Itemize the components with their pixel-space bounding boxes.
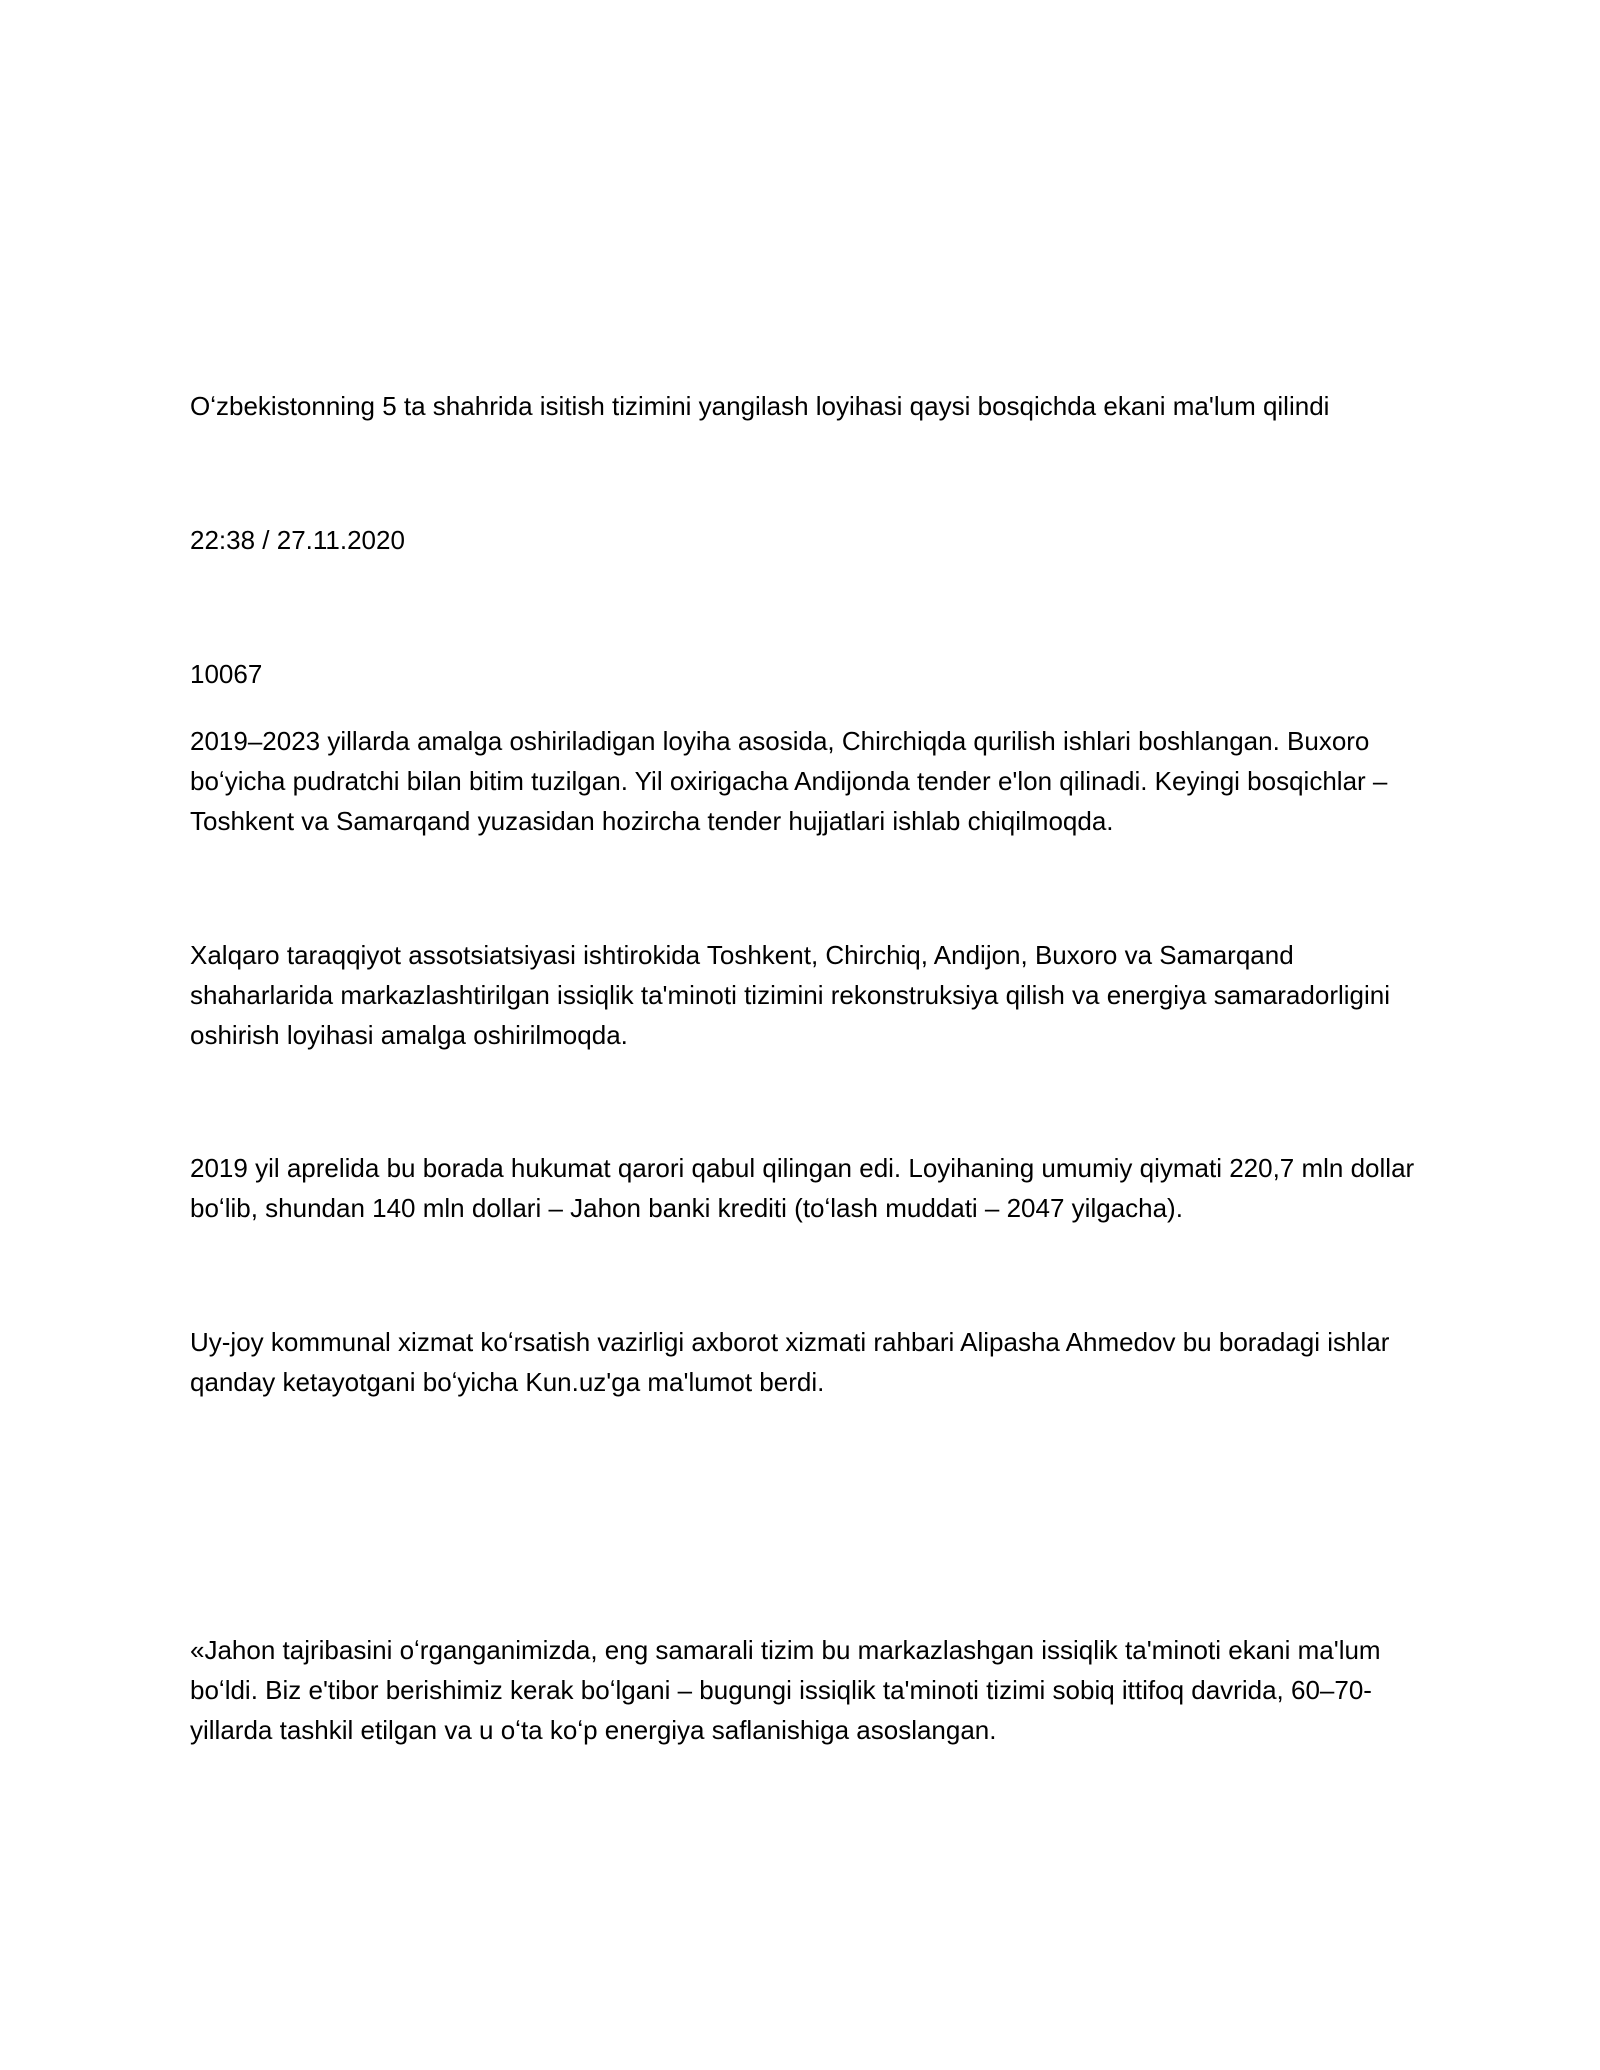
article-paragraph: Uy-joy kommunal xizmat koʻrsatish vazirligi axborot xizmati rahbari Alipasha Ahmedov bu boradagi ishlar qanday ketayotgani boʻyicha Kun.uz'ga ma'lumot berdi.	[190, 1327, 1390, 1397]
article-view-count: 10067	[190, 659, 263, 689]
article-datetime: 22:38 / 27.11.2020	[190, 525, 405, 555]
article-paragraph: «Jahon tajribasini oʻrganganimizda, eng samarali tizim bu markazlashgan issiqlik ta'minoti ekani ma'lum boʻldi. Biz e'tibor berishimiz kerak boʻlgani – bugungi issiqlik ta'minoti tizimi sobiq ittifoq davrida, 60–70-yillarda tashkil etilgan va u oʻta koʻp energiya saflanishiga asoslangan.	[190, 1635, 1381, 1745]
article-paragraph: Xalqaro taraqqiyot assotsiatsiyasi ishtirokida Toshkent, Chirchiq, Andijon, Buxoro va Samarqand shaharlarida markazlashtirilgan issiqlik ta'minoti tizimini rekonstruksiya qilish va energiya samaradorligini oshirish loyihasi amalga oshirilmoqda.	[190, 940, 1390, 1050]
article-paragraph: 2019–2023 yillarda amalga oshiriladigan loyiha asosida, Chirchiqda qurilish ishlari boshlangan. Buxoro boʻyicha pudratchi bilan bitim tuzilgan. Yil oxirigacha Andijonda tender e'lon qilinadi. Keyingi bosqichlar – Toshkent va Samarqand yuzasidan hozircha tender hujjatlari ishlab chiqilmoqda.	[190, 726, 1388, 836]
article-paragraph: 2019 yil aprelida bu borada hukumat qarori qabul qilingan edi. Loyihaning umumiy qiymati 220,7 mln dollar boʻlib, shundan 140 mln dollari – Jahon banki krediti (toʻlash muddati – 2047 yilgacha).	[190, 1153, 1415, 1223]
article-title: Oʻzbekistonning 5 ta shahrida isitish tizimini yangilash loyihasi qaysi bosqichda ekani ma'lum qilindi	[190, 391, 1330, 421]
